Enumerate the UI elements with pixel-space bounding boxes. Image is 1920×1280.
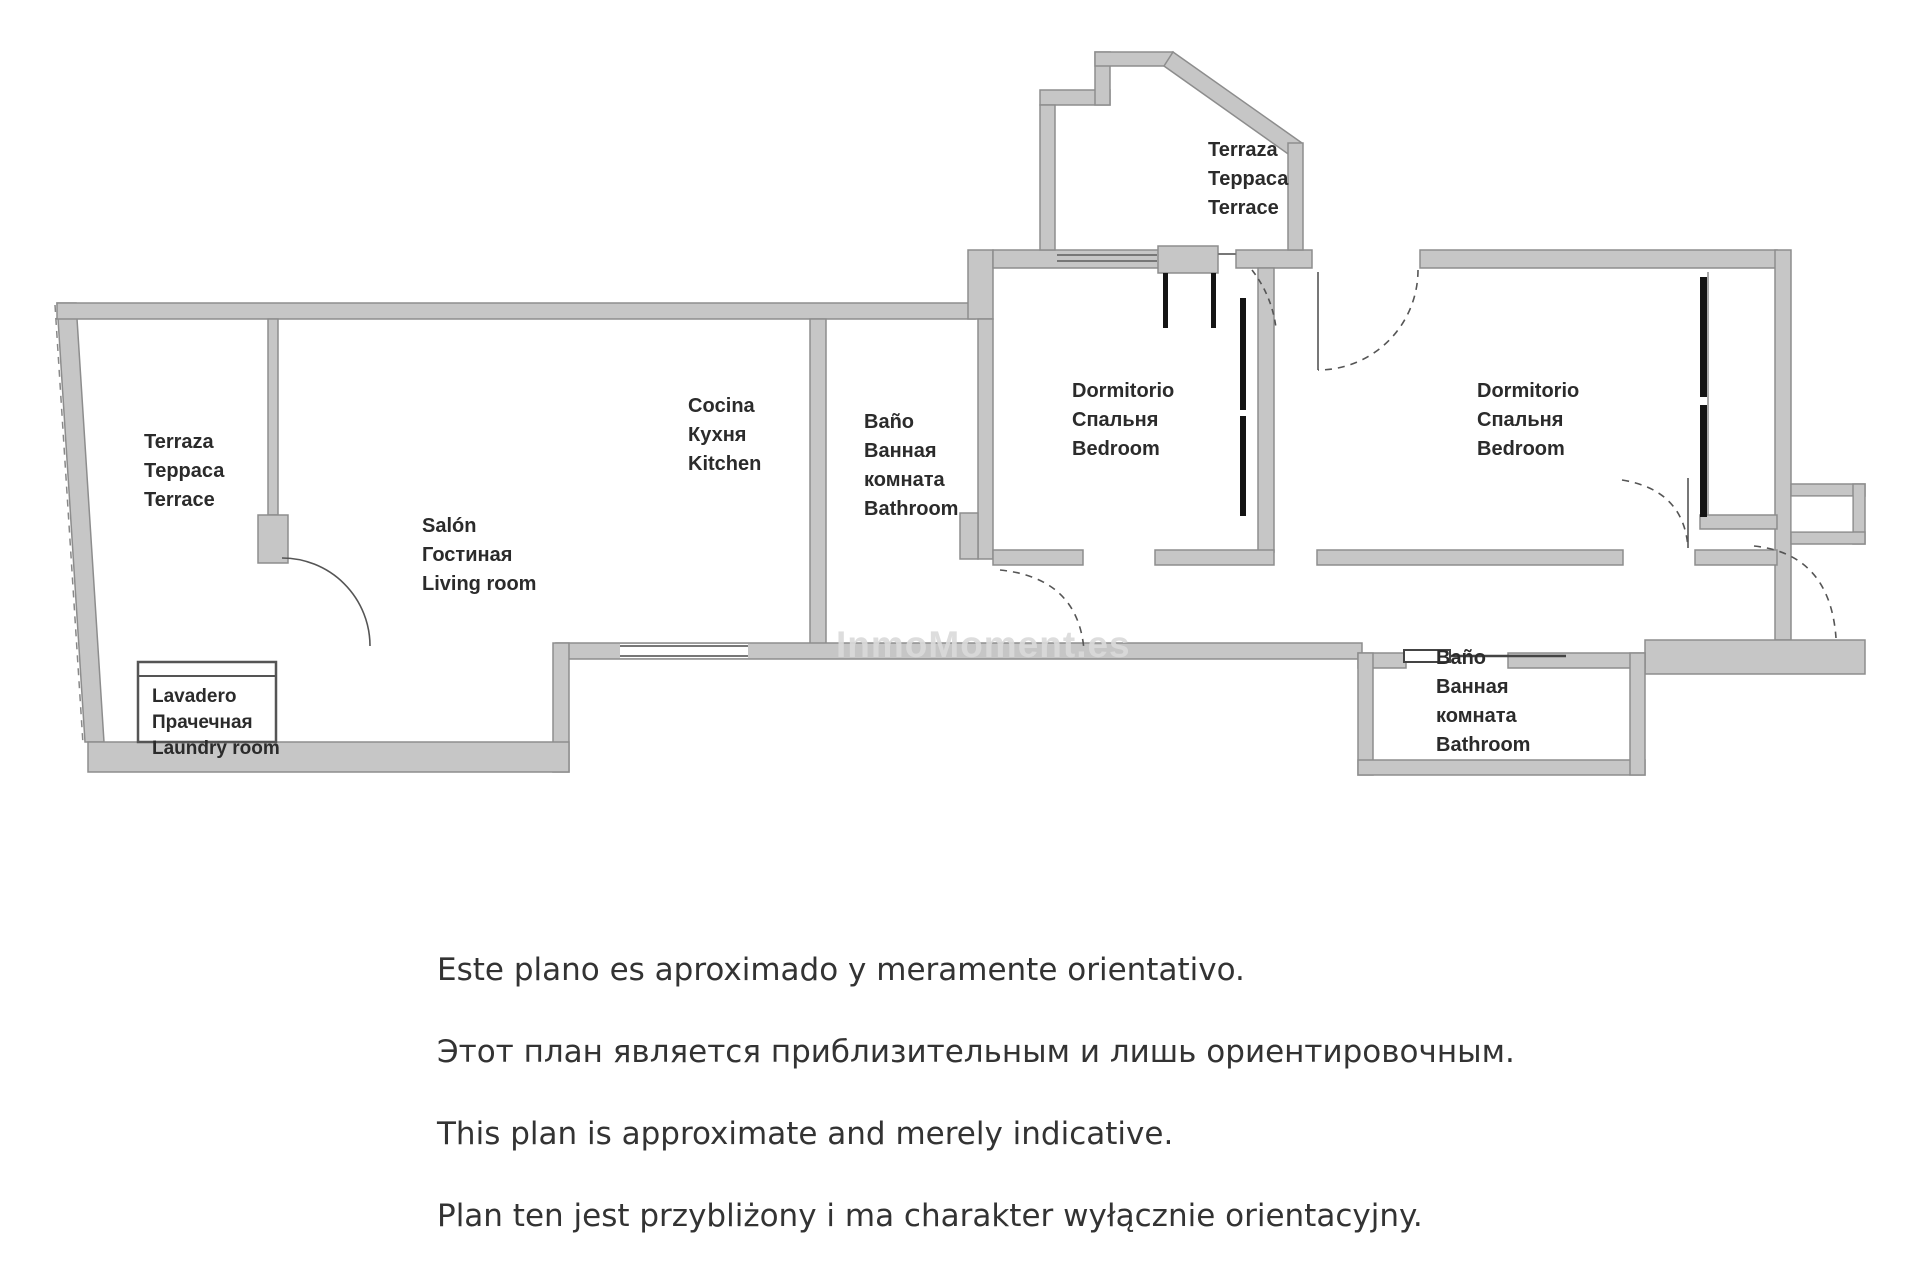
wall-left-slant [57, 303, 104, 742]
room-label-line: Baño [1436, 647, 1486, 669]
room-label-line: Lavadero [152, 686, 237, 707]
room-label-line: Terraza [1208, 139, 1278, 161]
room-label-line: Ванная [864, 440, 937, 462]
partition-bath1-right [978, 319, 993, 559]
wall-under-wardrobe [1700, 515, 1777, 529]
watermark: InmoMoment.es [836, 624, 1131, 665]
room-label-line: Terraza [144, 431, 214, 453]
walls [57, 52, 1865, 775]
room-label-bathroom-1 [864, 408, 958, 524]
room-label-line: Кухня [688, 424, 747, 446]
room-label-line: Гостиная [422, 544, 513, 566]
room-label-line: Laundry room [152, 738, 280, 759]
bath2-wall-bottom [1358, 760, 1645, 775]
bedroom2-slider-1 [1700, 277, 1707, 397]
room-label-line: Bedroom [1072, 438, 1160, 460]
room-label-line: Dormitorio [1072, 380, 1175, 402]
window-leaf-2 [1211, 273, 1216, 328]
bedroom2-slider-2 [1700, 405, 1707, 517]
wall-top-right-3 [1420, 250, 1777, 268]
room-label-laundry [152, 684, 280, 762]
room-label-line: Bathroom [864, 498, 959, 520]
room-label-living-room [422, 512, 536, 599]
room-label-line: Прачечная [152, 712, 253, 733]
room-label-bedroom-2 [1477, 377, 1579, 464]
room-label-line: Терраса [144, 460, 225, 482]
room-label-line: Terrace [144, 489, 215, 511]
room-label-line: Terrace [1208, 197, 1279, 219]
wall-bottom-right [1645, 640, 1865, 674]
window-leaf-1 [1163, 273, 1168, 328]
room-label-line: Cocina [688, 395, 755, 417]
partition-terrace-block [258, 515, 288, 563]
room-label-bedroom-1 [1072, 377, 1174, 464]
room-label-terrace-top [1208, 136, 1288, 223]
room-label-bathroom-2 [1436, 644, 1530, 760]
partition-bedroom1-right [1258, 268, 1274, 552]
disclaimer-line-es: Este plano es aproximado y meramente orientativo. [437, 952, 1245, 988]
wall-bedroom1-bottom-2 [1155, 550, 1274, 565]
room-label-line: Bathroom [1436, 734, 1531, 756]
bay-bottom [1791, 532, 1865, 544]
room-label-line: Ванная [1436, 676, 1509, 698]
terrace-wall-top [1095, 52, 1173, 66]
thin-details [138, 254, 1853, 742]
room-label-line: комната [864, 469, 945, 491]
partition-terrace [268, 319, 278, 515]
disclaimer-block [437, 952, 1515, 1234]
terrace-wall-right [1288, 143, 1303, 250]
wall-bedroom1-bottom-1 [993, 550, 1083, 565]
disclaimer-line-pl: Plan ten jest przybliżony i ma charakter wyłącznie orientacyjny. [437, 1198, 1423, 1234]
disclaimer-line-ru: Этот план является приблизительным и лишь ориентировочным. [437, 1034, 1515, 1070]
room-label-line: комната [1436, 705, 1517, 727]
room-label-line: Терраса [1208, 168, 1289, 190]
wall-top-left-wing [57, 303, 975, 319]
room-label-line: Спальня [1477, 409, 1564, 431]
door-arc-hall [1318, 270, 1418, 370]
room-label-line: Bedroom [1477, 438, 1565, 460]
wall-bedroom2-bottom-1 [1317, 550, 1623, 565]
room-label-line: Living room [422, 573, 537, 595]
room-label-line: Dormitorio [1477, 380, 1580, 402]
partition-bath1-notch [960, 513, 978, 559]
wall-top-right-1 [993, 250, 1160, 268]
terrace-wall-left [1040, 105, 1055, 250]
wall-riser [968, 250, 993, 319]
partition-kitchen-bath [810, 319, 826, 645]
room-label-line: Baño [864, 411, 914, 433]
room-label-kitchen [688, 392, 761, 479]
wall-right-outer [1775, 250, 1791, 640]
room-label-line: Спальня [1072, 409, 1159, 431]
bedroom1-slider-2 [1240, 416, 1246, 516]
disclaimer-line-en: This plan is approximate and merely indicative. [437, 1116, 1174, 1152]
bay-window-inset [1791, 496, 1853, 532]
bath2-wall-left [1358, 653, 1373, 775]
room-label-line: Salón [422, 515, 477, 537]
wall-top-pier [1158, 246, 1218, 273]
door-arc-living-room [282, 558, 370, 646]
wall-top-right-2 [1236, 250, 1312, 268]
room-label-terrace-left [144, 428, 224, 515]
bedroom1-slider-1 [1240, 298, 1246, 410]
wall-bedroom2-bottom-2 [1695, 550, 1777, 565]
door-arc-bedroom2 [1622, 480, 1688, 548]
bath2-wall-right [1630, 653, 1645, 775]
room-label-line: Kitchen [688, 453, 762, 475]
